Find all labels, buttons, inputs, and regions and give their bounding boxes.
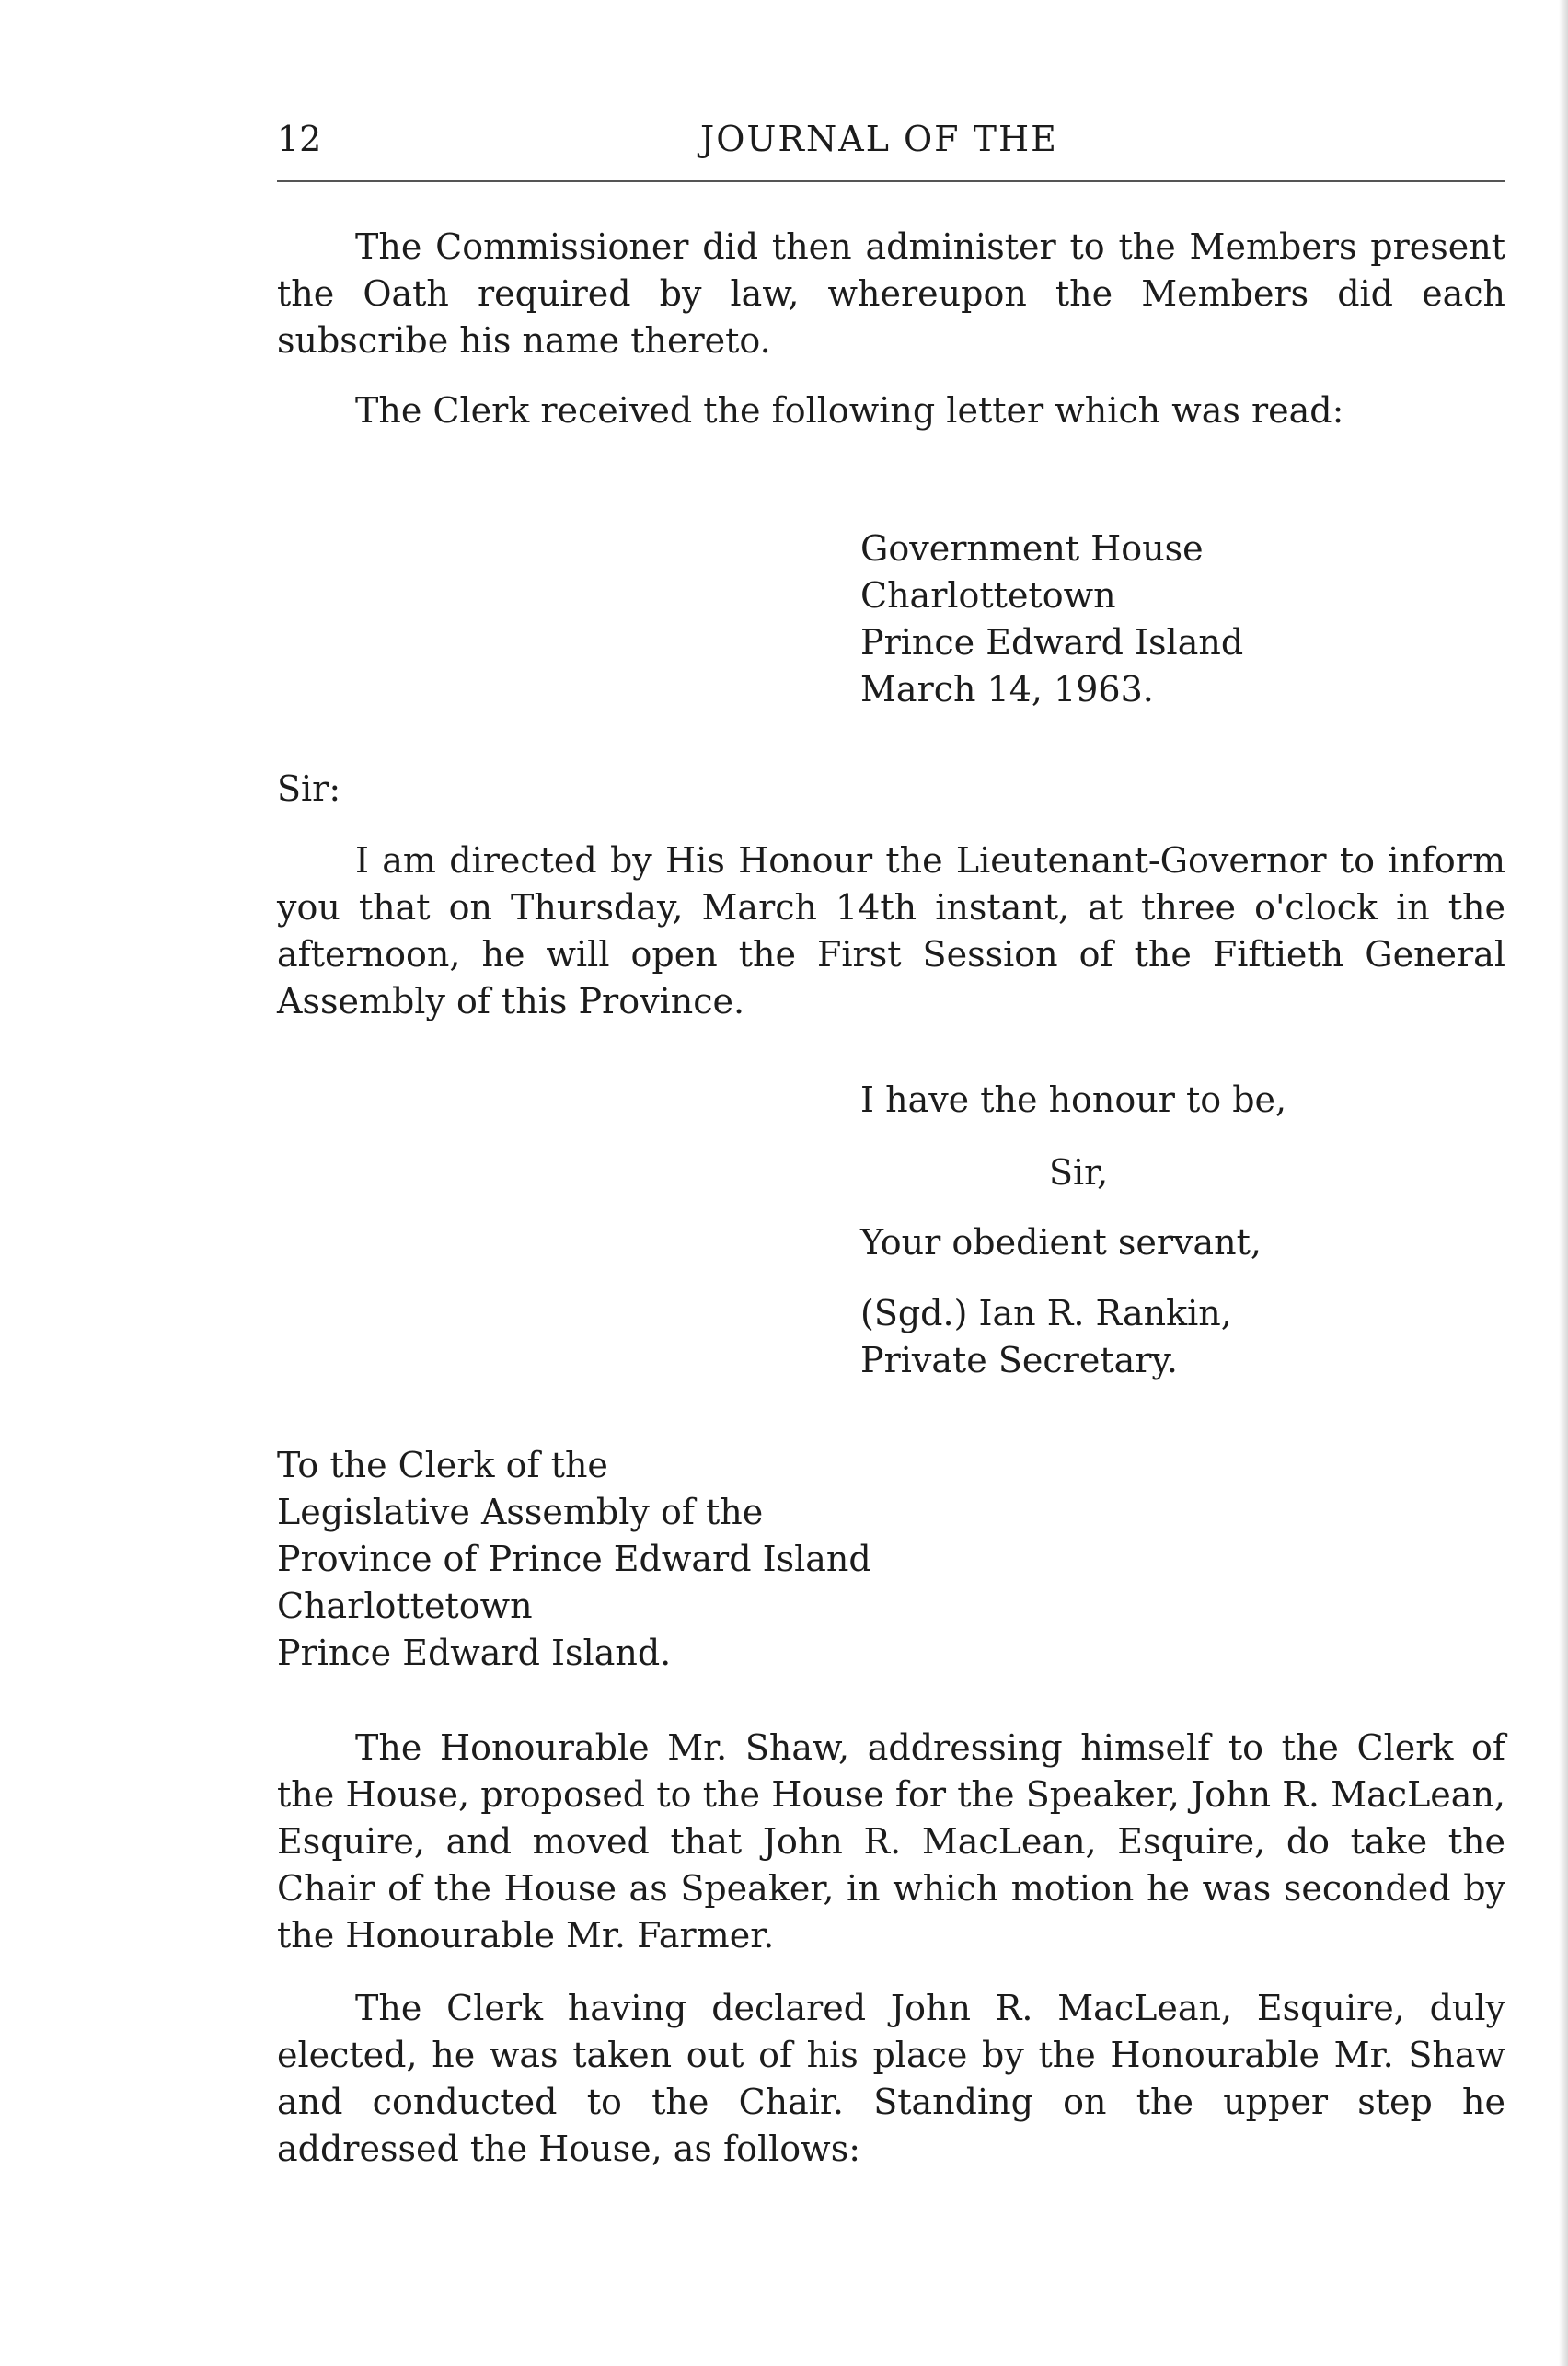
letter-closing-honour: I have the honour to be, bbox=[860, 1079, 1287, 1120]
header-rule bbox=[277, 180, 1505, 182]
letter-closing-sir: Sir, bbox=[1049, 1152, 1109, 1193]
letter-recipient: To the Clerk of the Legislative Assembly of the Province of Prince Edward Island Charlottetown Prince Edward Island. bbox=[277, 1445, 871, 1673]
page-header bbox=[277, 113, 1505, 168]
letter-body: I am directed by His Honour the Lieutenant-Governor to inform you that on Thursday, March 14th instant, at three o'clock in the afternoon, he will open the First Session of the Fiftieth General Assembly of this Province. bbox=[277, 840, 1505, 1021]
letter-closing-servant: Your obedient servant, bbox=[860, 1222, 1262, 1263]
running-head: JOURNAL OF THE bbox=[700, 119, 1058, 159]
paragraph-shaw-motion: The Honourable Mr. Shaw, addressing himself to the Clerk of the House, proposed to the House for the Speaker, John R. MacLean, Esquire, and moved that John R. MacLean, Esquire, do take the Chair of the House as Speaker, in which motion he was seconded by the Honourable Mr. Farmer. bbox=[277, 1727, 1505, 1956]
letter-address: Government House Charlottetown Prince Edward Island March 14, 1963. bbox=[860, 528, 1244, 710]
paragraph-oath: The Commissioner did then administer to the Members present the Oath required by law, whereupon the Members did each subscribe his name thereto. bbox=[277, 226, 1505, 361]
page-number: 12 bbox=[277, 119, 322, 159]
paragraph-clerk-received: The Clerk received the following letter which was read: bbox=[355, 390, 1344, 431]
scan-edge-shadow bbox=[1559, 0, 1568, 2366]
letter-signature: (Sgd.) Ian R. Rankin, Private Secretary. bbox=[860, 1293, 1232, 1380]
paragraph-speaker-declared: The Clerk having declared John R. MacLean, Esquire, duly elected, he was taken out of his place by the Honourable Mr. Shaw and conducted to the Chair. Standing on the upper step he addressed the House, as follows: bbox=[277, 1988, 1505, 2169]
letter-salutation: Sir: bbox=[277, 768, 341, 809]
